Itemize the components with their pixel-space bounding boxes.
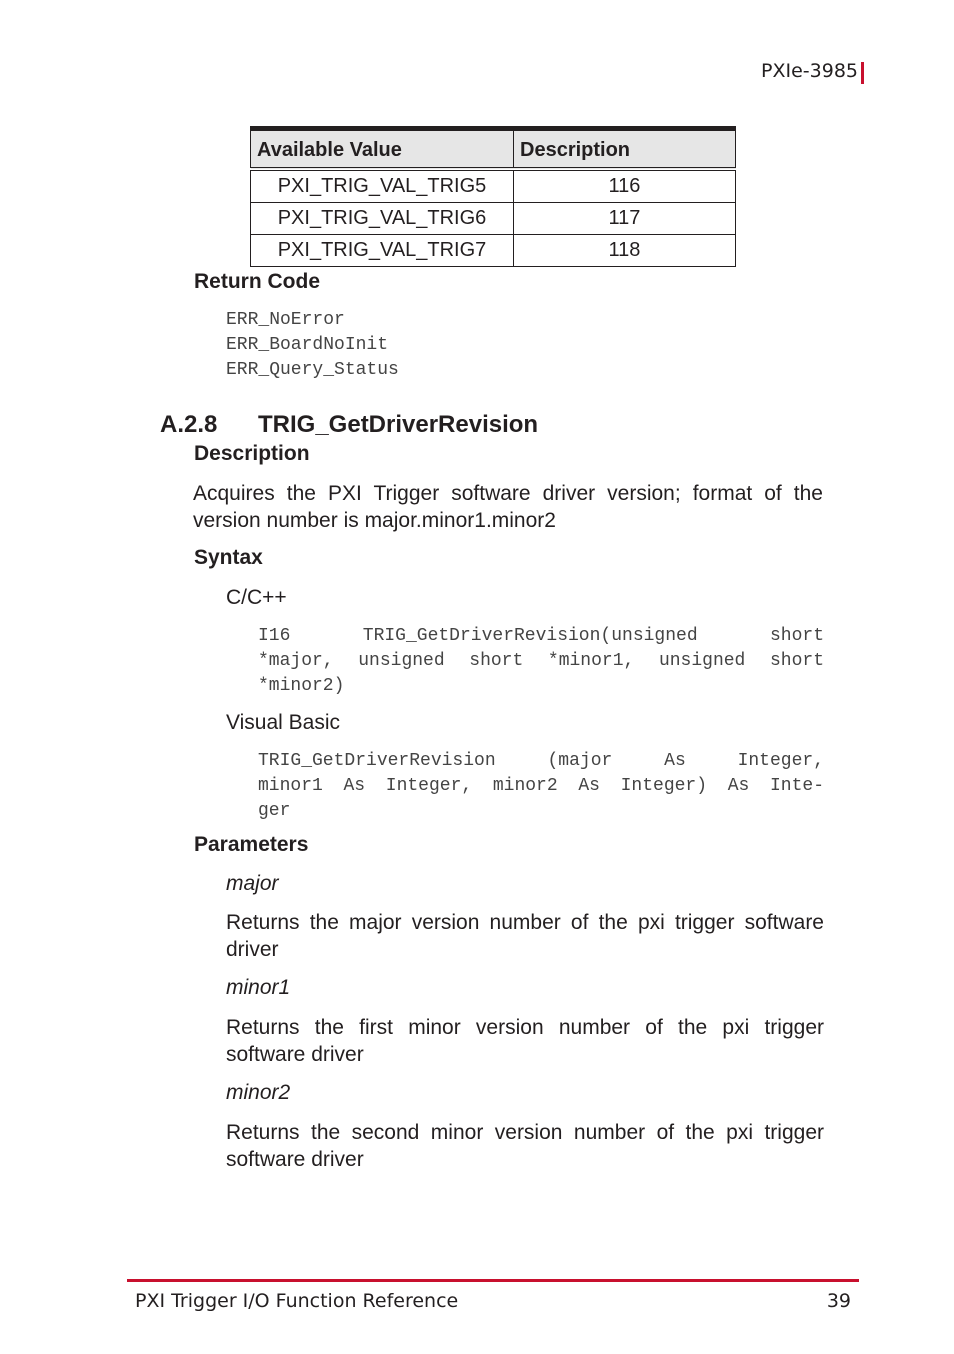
- trigger-value-table: [250, 126, 736, 267]
- return-code-item: ERR_BoardNoInit: [226, 335, 389, 355]
- param-name-major: major: [226, 872, 279, 895]
- c-code-block: [258, 624, 824, 699]
- return-code-heading: Return Code: [194, 270, 320, 293]
- param-name-minor1: minor1: [226, 976, 291, 999]
- return-code-item: ERR_Query_Status: [226, 360, 399, 380]
- return-code-item: ERR_NoError: [226, 310, 345, 330]
- parameters-heading: Parameters: [194, 833, 309, 856]
- code-line: I16 TRIG_GetDriverRevision(unsigned short: [258, 626, 824, 646]
- table-cell: 117: [514, 203, 736, 235]
- c-language-label: C/C++: [226, 586, 287, 609]
- footer-title: PXI Trigger I/O Function Reference: [135, 1290, 459, 1312]
- table-row: [251, 235, 736, 267]
- param-desc-line: driver: [226, 938, 279, 961]
- section-title: TRIG_GetDriverRevision: [258, 411, 539, 438]
- param-desc-line: software driver: [226, 1148, 364, 1171]
- table-cell: PXI_TRIG_VAL_TRIG6: [251, 203, 514, 235]
- table-cell: 116: [514, 169, 736, 203]
- code-line: *minor2): [258, 676, 345, 696]
- param-desc-line: Returns the major version number of the pxi trigger software: [226, 911, 824, 934]
- code-line: minor1 As Integer, minor2 As Integer) As Inte-: [258, 776, 824, 796]
- table-header-row: [251, 129, 736, 170]
- code-line: ger: [258, 801, 291, 821]
- description-line-2: version number is major.minor1.minor2: [193, 509, 556, 532]
- return-code-list: [226, 308, 399, 383]
- footer-rule: [127, 1279, 859, 1282]
- table-row: [251, 169, 736, 203]
- vb-code-block: [258, 749, 824, 824]
- code-line: *major, unsigned short *minor1, unsigned short: [258, 651, 824, 671]
- description-heading: Description: [194, 442, 310, 465]
- table-row: [251, 203, 736, 235]
- column-header: Available Value: [251, 129, 514, 170]
- running-header: PXIe-3985: [761, 60, 858, 82]
- param-desc-line: Returns the second minor version number of the pxi trigger: [226, 1121, 824, 1144]
- column-header: Description: [514, 129, 736, 170]
- param-desc-line: Returns the first minor version number of the pxi trigger: [226, 1016, 824, 1039]
- table-cell: PXI_TRIG_VAL_TRIG5: [251, 169, 514, 203]
- header-accent-bar: [861, 62, 864, 84]
- description-line-1: Acquires the PXI Trigger software driver version; format of the: [193, 482, 823, 505]
- syntax-heading: Syntax: [194, 546, 263, 569]
- table-cell: 118: [514, 235, 736, 267]
- page-number: 39: [826, 1290, 851, 1312]
- param-name-minor2: minor2: [226, 1081, 291, 1104]
- code-line: TRIG_GetDriverRevision (major As Integer,: [258, 751, 824, 771]
- vb-language-label: Visual Basic: [226, 711, 341, 734]
- section-number: A.2.8: [160, 411, 218, 438]
- param-desc-line: software driver: [226, 1043, 364, 1066]
- table-cell: PXI_TRIG_VAL_TRIG7: [251, 235, 514, 267]
